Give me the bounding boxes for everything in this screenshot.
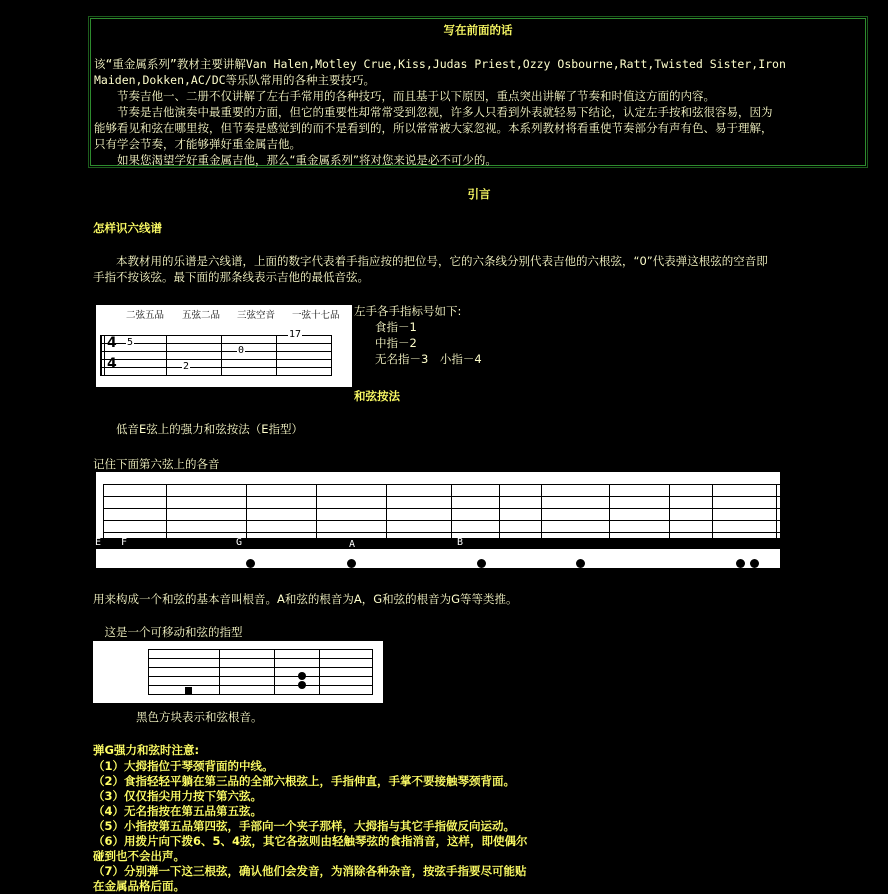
intro-paragraph-1: 该“重金属系列”教材主要讲解Van Halen,Motley Crue,Kiss,Judas Priest,Ozzy Osbourne,Ratt,Twisted Sister,Iron <box>94 57 786 71</box>
note-item-4: （4）无名指按在第五品第五弦。 <box>93 804 262 818</box>
note-item-7-cont: 在金属品格后面。 <box>93 879 185 893</box>
intro-title: 写在前面的话 <box>443 23 513 37</box>
section-heading-tab: 怎样识六线谱 <box>93 221 162 235</box>
movable-chord-diagram <box>93 641 383 703</box>
intro-paragraph-4: 如果您渴望学好重金属吉他，那么“重金属系列”将对您来说是必不可少的。 <box>94 153 497 167</box>
note-item-6: （6）用拨片向下拨6、5、4弦，其它各弦则由轻触琴弦的食指消音，这样，即使偶尔 <box>93 834 528 848</box>
chord-heading: 和弦按法 <box>354 389 400 403</box>
chord-subheading: 低音E弦上的强力和弦按法（E指型） <box>93 422 304 436</box>
notes-title: 弹G强力和弦时注意: <box>93 743 200 757</box>
note-label-g: G <box>236 537 243 548</box>
note-item-2: （2）食指轻轻平躺在第三品的全部六根弦上，手指伸直，手掌不要接触琴颈背面。 <box>93 774 515 788</box>
intro-paragraph-3b: 能够看见和弦在哪里按，但节奏是感觉到的而不是看到的，所以常常被大家忽视。本系列教材将看重使节奏部分有声有色、易于理解， <box>94 121 773 135</box>
tab-header-3: 三弦空音 <box>237 310 276 321</box>
tab-header-1: 二弦五品 <box>126 310 165 321</box>
note-label-f: F <box>121 537 128 548</box>
note-dot <box>477 559 486 568</box>
tab-number-2: 2 <box>183 361 190 372</box>
tab-explanation-2: 手指不按该弦。最下面的那条线表示吉他的最低音弦。 <box>93 270 369 284</box>
note-label-e: E <box>95 537 102 548</box>
black-square-text: 黑色方块表示和弦根音。 <box>136 710 263 724</box>
tab-example-image <box>96 305 352 387</box>
note-dot <box>736 559 745 568</box>
intro-paragraph-3c: 只有学会节奏，才能够弹好重金属吉他。 <box>94 137 301 151</box>
tab-explanation-1: 本教材用的乐谱是六线谱，上面的数字代表着手指应按的把位号，它的六条线分别代表吉他的六根弦，“0”代表弹这根弦的空音即 <box>93 254 768 268</box>
sixth-string-diagram <box>96 472 780 568</box>
finger-ring-little: 无名指－3 小指－4 <box>375 352 482 366</box>
note-item-7: （7）分别弹一下这三根弦，确认他们会发音，为消除各种杂音，按弦手指要尽可能贴 <box>93 864 527 878</box>
root-note-text: 用来构成一个和弦的基本音叫根音。A和弦的根音为A，G和弦的根音为G等等类推。 <box>93 592 518 606</box>
intro-paragraph-1b: Maiden,Dokken,AC/DC等乐队常用的各种主要技巧。 <box>94 73 376 87</box>
tab-number-0: 0 <box>238 345 245 356</box>
note-item-3: （3）仅仅指尖用力按下第六弦。 <box>93 789 262 803</box>
note-dot <box>750 559 759 568</box>
finger-title: 左手各手指标号如下: <box>354 304 462 318</box>
note-item-1: （1）大拇指位于琴颈背面的中线。 <box>93 759 274 773</box>
note-item-6-cont: 碰到也不会出声。 <box>93 849 185 863</box>
tab-number-17: 17 <box>289 329 302 340</box>
chord-dot <box>298 672 306 680</box>
root-square-icon <box>185 687 192 694</box>
intro-paragraph-3a: 节奏是吉他演奏中最重要的方面，但它的重要性却常常受到忽视，许多人只看到外表就轻易下结论，认定左手按和弦很容易，因为 <box>94 105 773 119</box>
note-dot <box>347 559 356 568</box>
intro-paragraph-2: 节奏吉他一、二册不仅讲解了左右手常用的各种技巧，而且基于以下原因，重点突出讲解了节奏和时值这方面的内容。 <box>94 89 715 103</box>
movable-chord-text: 这是一个可移动和弦的指型 <box>93 625 243 639</box>
intro-box <box>90 18 866 166</box>
note-dot <box>246 559 255 568</box>
remember-notes-text: 记住下面第六弦上的各音 <box>93 457 220 471</box>
tab-header-2: 五弦二品 <box>182 310 221 321</box>
note-item-5: （5）小指按第五品第四弦，手部向一个夹子那样，大拇指与其它手指做反向运动。 <box>93 819 515 833</box>
chord-dot <box>298 681 306 689</box>
note-label-b: B <box>457 537 464 548</box>
preface-heading: 引言 <box>467 187 491 201</box>
finger-index: 食指－1 <box>375 320 417 334</box>
finger-middle: 中指－2 <box>375 336 417 350</box>
time-signature-bottom: 4 <box>107 356 117 372</box>
tab-header-4: 一弦十七品 <box>292 310 340 321</box>
time-signature-top: 4 <box>107 335 117 351</box>
tab-number-5: 5 <box>127 337 134 348</box>
note-dot <box>576 559 585 568</box>
note-label-a: A <box>349 539 356 550</box>
